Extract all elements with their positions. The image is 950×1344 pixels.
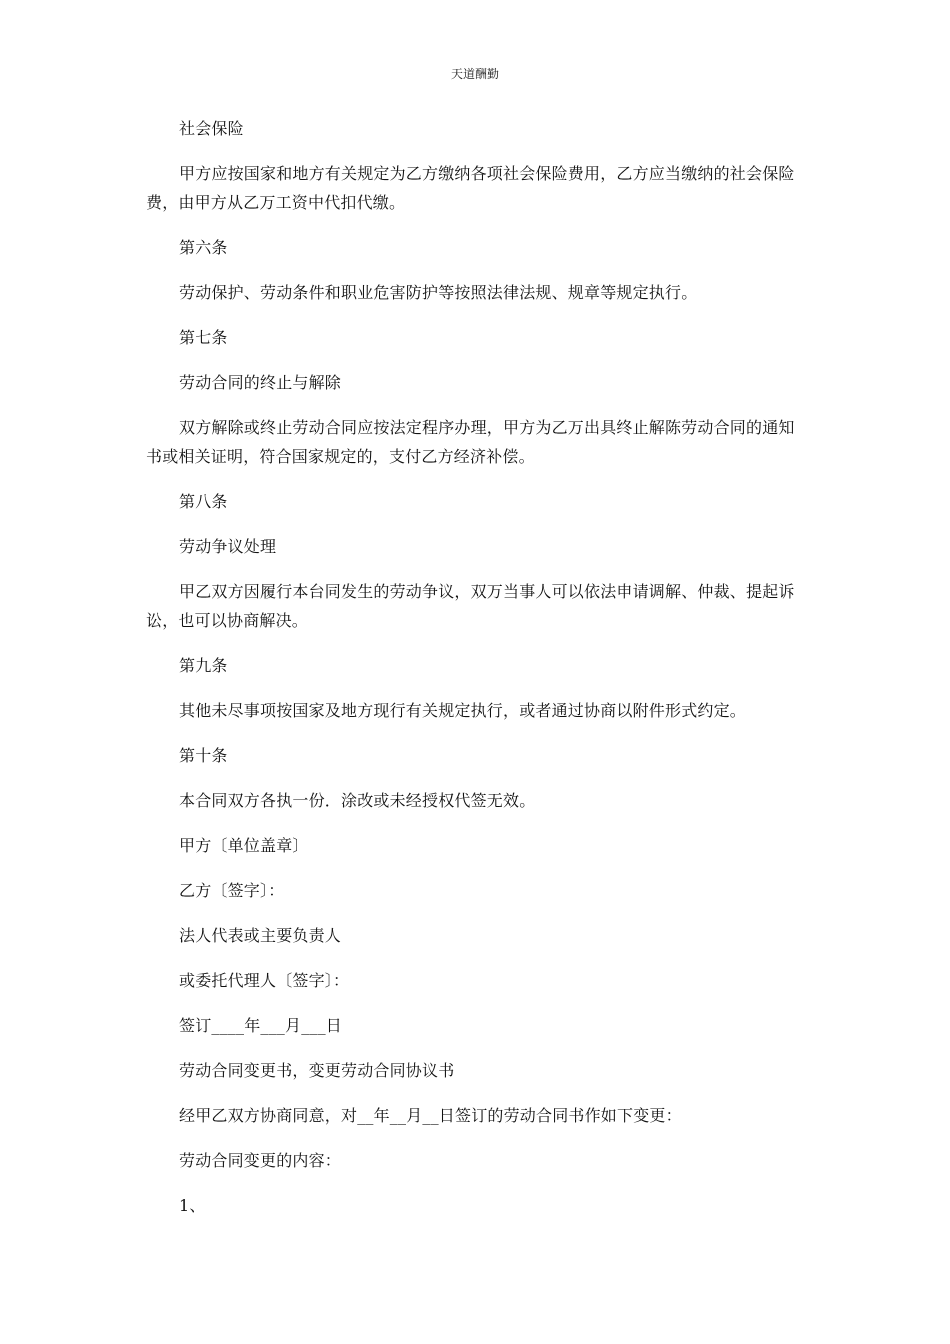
section-title-social-insurance: 社会保险 [179,119,244,138]
change-document-title: 劳动合同变更书，变更劳动合同协议书 [179,1061,455,1080]
signing-date-line: 签订____年___月___日 [179,1016,343,1035]
article-eight-heading: 第八条 [179,492,228,511]
list-item-1: 1、 [179,1196,206,1215]
paragraph-termination: 双方解除或终止劳动合同应按法定程序办理，甲方为乙万出具终止解陈劳动合同的通知书或相关证明，符合国家规定的，支付乙方经济补偿。 [146,418,795,466]
party-b-signature-line: 乙方〔签字〕： [179,881,285,900]
article-seven-heading: 第七条 [179,328,228,347]
paragraph-other-matters: 其他未尽事项按国家及地方现行有关规定执行，或者通过协商以附件形式约定。 [179,701,747,720]
change-agreement-line: 经甲乙双方协商同意，对__年__月__日签订的劳动合同书作如下变更： [179,1106,682,1125]
paragraph-copies: 本合同双方各执一份．涂改或未经授权代签无效。 [179,791,536,810]
section-title-dispute: 劳动争议处理 [179,537,277,556]
section-title-termination: 劳动合同的终止与解除 [179,373,342,392]
article-six-heading: 第六条 [179,238,228,257]
paragraph-dispute: 甲乙双方因履行本台同发生的劳动争议，双万当事人可以依法申请调解、仲裁、提起诉讼，也可以协商解决。 [146,582,795,630]
paragraph-social-insurance: 甲方应按国家和地方有关规定为乙方缴纳各项社会保险费用，乙方应当缴纳的社会保险费，由甲方从乙万工资中代扣代缴。 [146,164,795,212]
authorized-agent-line: 或委托代理人〔签字〕： [179,971,350,990]
party-a-seal-line: 甲方〔单位盖章〕 [179,836,309,855]
article-nine-heading: 第九条 [179,656,228,675]
change-content-heading: 劳动合同变更的内容： [179,1151,342,1170]
paragraph-labor-protection: 劳动保护、劳动条件和职业危害防护等按照法律法规、规章等规定执行。 [179,283,698,302]
article-ten-heading: 第十条 [179,746,228,765]
legal-representative-line: 法人代表或主要负责人 [179,926,342,945]
page-header: 天道酬勤 [450,67,499,81]
document-body [146,114,806,1236]
